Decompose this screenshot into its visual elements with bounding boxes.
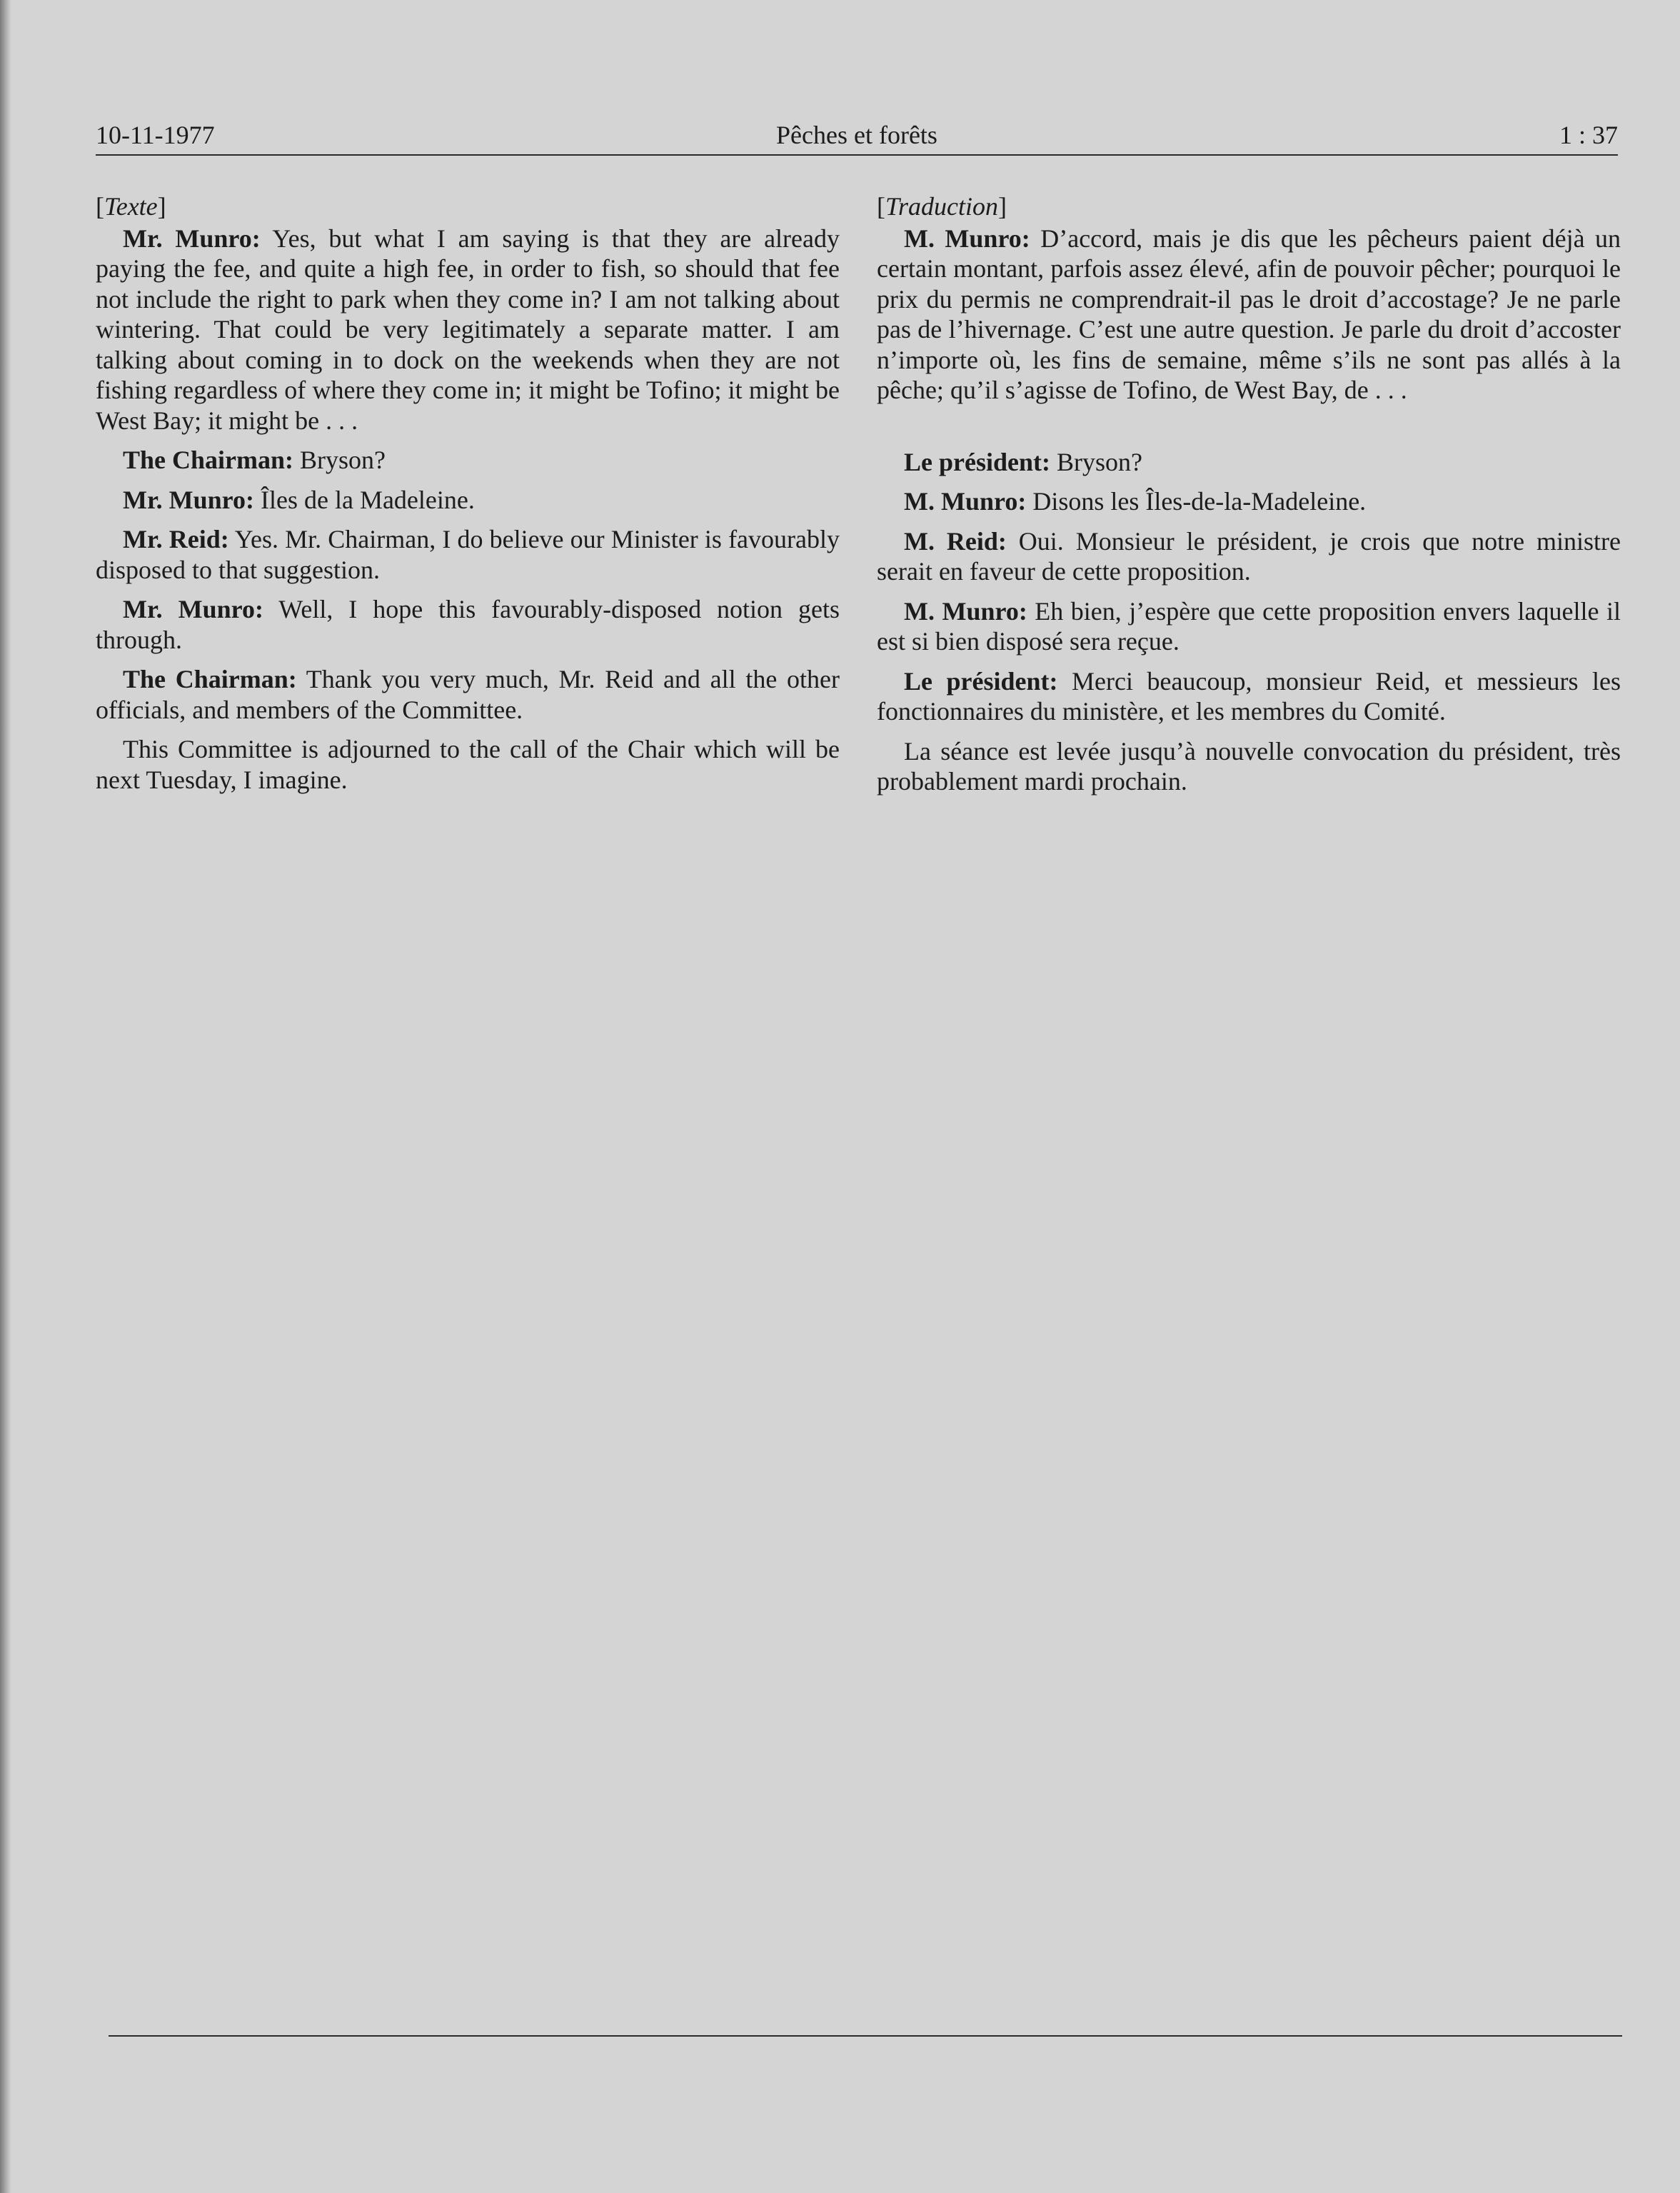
header-title: Pêches et forêts: [776, 121, 937, 149]
speaker-name: Mr. Munro:: [123, 485, 254, 514]
speech-text: D’accord, mais je dis que les pêcheurs paient déjà un certain montant, parfois assez élevé, afin de pouvoir pêcher; pourquoi le prix du permis ne comprendrait-il pas le droit d’accostage? Je ne parle pas de l’hivernage. C’est une autre question. Je parle du droit d’accoster n’importe où, les fins de semaine, même s’ils ne sont pas allés à la pêche; qu’il s’agisse de Tofino, de West Bay, de . . .: [877, 224, 1621, 404]
speech-text: Well, I hope this favourably-disposed notion gets through.: [96, 595, 840, 654]
speech-text: Merci beaucoup, monsieur Reid, et messieurs les fonctionnaires du ministère, et les membres du Comité.: [877, 666, 1621, 726]
paragraph: [96, 224, 840, 436]
speech-text: This Committee is adjourned to the call of the Chair which will be next Tuesday, I imagine.: [96, 735, 840, 794]
paragraph: [96, 524, 840, 585]
paragraph: [96, 485, 840, 516]
paragraph: [96, 734, 840, 795]
speech-text: Bryson?: [1050, 447, 1142, 476]
speech-text: Îles de la Madeleine.: [254, 485, 475, 514]
speaker-name: M. Reid:: [904, 526, 1007, 556]
paragraph: [877, 486, 1621, 517]
header-page-number: 1 : 37: [1559, 121, 1618, 149]
speaker-name: Mr. Munro:: [123, 595, 263, 623]
speaker-name: Le président:: [904, 666, 1058, 696]
speaker-name: M. Munro:: [904, 596, 1027, 626]
column-tag: [Texte]: [96, 192, 166, 221]
header-date: 10-11-1977: [96, 121, 215, 149]
paragraph: [96, 664, 840, 725]
column-tag-label: Traduction: [885, 192, 999, 221]
page-spine-shadow: [0, 0, 11, 2193]
speaker-name: The Chairman:: [123, 665, 297, 693]
paragraph: [877, 526, 1621, 587]
speech-text: Yes, but what I am saying is that they are already paying the fee, and quite a high fee, in order to fish, so should that fee not include the right to park when they come in? I am not talking about wintering. That could be very legitimately a separate matter. I am talking about coming in to dock on the weekends when they are not fishing regardless of where they come in; it might be Tofino; it might be West Bay; it might be . . .: [96, 224, 840, 435]
speech-text: Disons les Îles-de-la-Madeleine.: [1026, 487, 1367, 516]
paragraph: [877, 666, 1621, 727]
speech-text: La séance est levée jusqu’à nouvelle convocation du président, très probablement mardi prochain.: [877, 736, 1621, 796]
speaker-name: The Chairman:: [123, 446, 294, 474]
page-header: [96, 117, 1618, 153]
header-divider: [96, 154, 1618, 156]
paragraph: [877, 596, 1621, 657]
paragraph: [877, 224, 1621, 406]
column-tag: [Traduction]: [877, 192, 1007, 221]
paragraph: [96, 445, 840, 476]
speech-text: Yes. Mr. Chairman, I do believe our Minister is favourably disposed to that suggestion.: [96, 525, 840, 584]
speaker-name: Le président:: [904, 447, 1050, 476]
speaker-name: Mr. Munro:: [123, 224, 261, 253]
speech-text: Oui. Monsieur le président, je crois que notre ministre serait en faveur de cette proposition.: [877, 526, 1621, 586]
column-tag-label: Texte: [104, 192, 158, 221]
speech-text: Bryson?: [293, 446, 386, 474]
english-column: [96, 191, 840, 804]
footer-divider: [109, 2035, 1622, 2037]
paragraph: [877, 736, 1621, 797]
paragraph: [877, 447, 1621, 478]
speaker-name: M. Munro:: [904, 487, 1027, 516]
french-column: [877, 191, 1621, 806]
speech-text: Eh bien, j’espère que cette proposition envers laquelle il est si bien disposé sera reçue.: [877, 596, 1621, 656]
speaker-name: Mr. Reid:: [123, 525, 229, 553]
paragraph: [96, 594, 840, 655]
speaker-name: M. Munro:: [904, 224, 1030, 253]
speech-text: Thank you very much, Mr. Reid and all the other officials, and members of the Committee.: [96, 665, 840, 724]
